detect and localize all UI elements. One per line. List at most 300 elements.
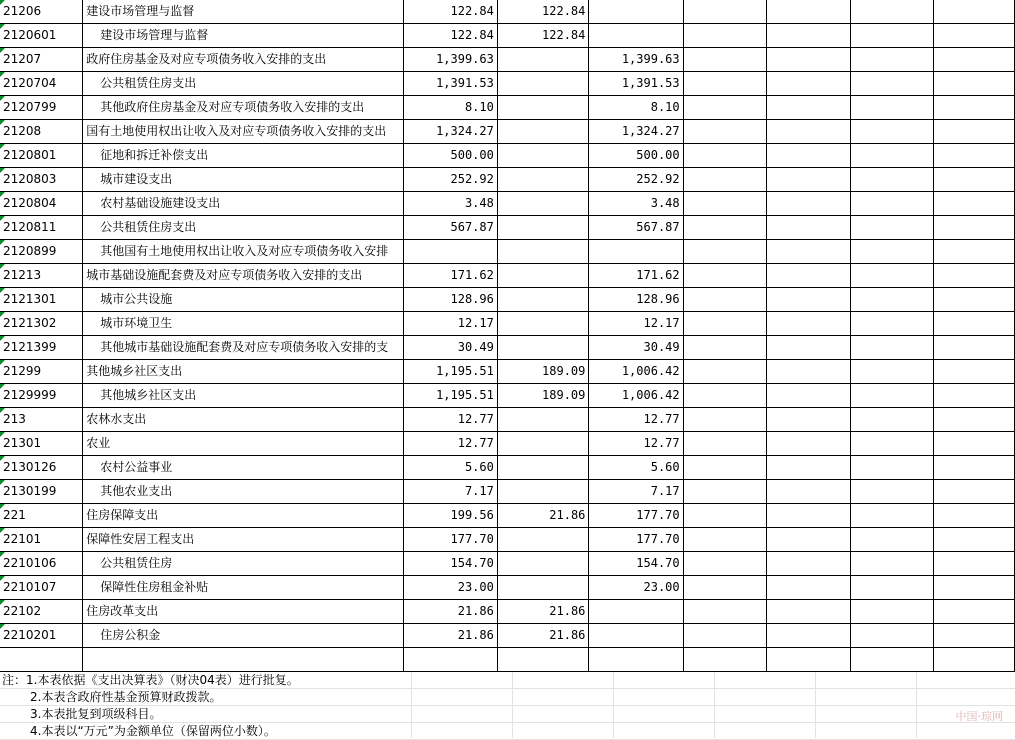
name-cell-text: 其他城市基础设施配套费及对应专项债务收入安排的支 [100,340,389,354]
empty-cell[interactable] [683,528,766,552]
total-cell[interactable]: 122.84 [403,0,497,24]
name-cell[interactable] [83,192,403,216]
name-cell[interactable] [83,48,403,72]
total-cell[interactable]: 1,195.51 [403,384,497,408]
project-expenditure-cell[interactable]: 1,006.42 [589,360,683,384]
empty-cell[interactable] [850,120,933,144]
name-cell[interactable] [83,432,403,456]
project-expenditure-cell[interactable]: 5.60 [589,456,683,480]
table-row [0,456,1015,480]
total-cell[interactable]: 567.87 [403,216,497,240]
basic-expenditure-cell[interactable] [497,48,589,72]
project-expenditure-cell[interactable]: 154.70 [589,552,683,576]
code-cell[interactable]: 2120601 [0,24,83,48]
project-expenditure-cell[interactable]: 12.77 [589,432,683,456]
total-cell[interactable]: 12.17 [403,312,497,336]
empty-cell[interactable] [933,528,1014,552]
watermark: 中国·琼网 [955,710,1003,723]
empty-cell[interactable] [767,312,850,336]
name-cell[interactable] [83,312,403,336]
empty-cell[interactable] [767,600,850,624]
total-cell[interactable]: 7.17 [403,480,497,504]
code-cell[interactable]: 2129999 [0,384,83,408]
empty-cell[interactable] [933,648,1014,672]
empty-cell[interactable] [933,432,1014,456]
empty-cell[interactable] [850,648,933,672]
total-cell[interactable]: 171.62 [403,264,497,288]
table-row [0,168,1015,192]
code-cell[interactable] [0,648,83,672]
name-cell-text: 其他农业支出 [100,484,173,498]
name-cell-text: 建设市场管理与监督 [86,4,195,18]
empty-cell[interactable] [683,576,766,600]
grid-line [714,672,715,738]
empty-cell[interactable] [850,240,933,264]
name-cell-text: 城市公共设施 [100,292,173,306]
basic-expenditure-cell[interactable] [497,576,589,600]
table-row [0,192,1015,216]
empty-cell[interactable] [933,264,1014,288]
empty-cell[interactable] [683,288,766,312]
basic-expenditure-cell[interactable] [497,144,589,168]
empty-cell[interactable] [850,72,933,96]
empty-cell[interactable] [683,216,766,240]
empty-cell[interactable] [933,576,1014,600]
name-cell[interactable] [83,504,403,528]
name-cell-text: 农林水支出 [86,412,147,426]
empty-cell[interactable] [767,48,850,72]
total-cell[interactable]: 21.86 [403,624,497,648]
code-cell[interactable]: 2120801 [0,144,83,168]
empty-cell[interactable] [933,0,1014,24]
project-expenditure-cell[interactable] [589,0,683,24]
total-cell[interactable]: 154.70 [403,552,497,576]
code-cell[interactable]: 21207 [0,48,83,72]
total-cell[interactable]: 1,324.27 [403,120,497,144]
empty-cell[interactable] [683,240,766,264]
empty-cell[interactable] [933,240,1014,264]
total-cell[interactable]: 1,391.53 [403,72,497,96]
project-expenditure-cell[interactable]: 7.17 [589,480,683,504]
name-cell[interactable] [83,456,403,480]
empty-cell[interactable] [850,504,933,528]
table-row [0,72,1015,96]
project-expenditure-cell[interactable] [589,600,683,624]
empty-cell[interactable] [850,288,933,312]
note-line-1: 注：1.本表依据《支出决算表》（财决04表）进行批复。 [0,672,1015,689]
empty-cell[interactable] [767,288,850,312]
empty-cell[interactable] [850,480,933,504]
basic-expenditure-cell[interactable] [497,456,589,480]
total-cell[interactable]: 8.10 [403,96,497,120]
empty-cell[interactable] [933,408,1014,432]
empty-cell[interactable] [767,144,850,168]
empty-cell[interactable] [683,552,766,576]
note-line-2: 2.本表含政府性基金预算财政拨款。 [0,689,1015,706]
basic-expenditure-cell[interactable]: 189.09 [497,384,589,408]
empty-cell[interactable] [767,24,850,48]
project-expenditure-cell[interactable]: 1,391.53 [589,72,683,96]
empty-cell[interactable] [933,168,1014,192]
empty-cell[interactable] [850,216,933,240]
empty-cell[interactable] [850,360,933,384]
empty-cell[interactable] [767,504,850,528]
empty-cell[interactable] [767,432,850,456]
code-cell[interactable]: 2121301 [0,288,83,312]
code-cell[interactable]: 2120899 [0,240,83,264]
name-cell-text: 农村公益事业 [100,460,173,474]
empty-cell[interactable] [683,336,766,360]
empty-cell[interactable] [767,384,850,408]
name-cell[interactable] [83,552,403,576]
basic-expenditure-cell[interactable] [497,240,589,264]
name-cell[interactable] [83,24,403,48]
name-cell[interactable] [83,216,403,240]
project-expenditure-cell[interactable]: 177.70 [589,504,683,528]
code-cell[interactable]: 2120804 [0,192,83,216]
empty-cell[interactable] [850,600,933,624]
name-cell-text: 公共租赁住房支出 [100,220,197,234]
total-cell[interactable]: 12.77 [403,432,497,456]
name-cell[interactable] [83,0,403,24]
empty-cell[interactable] [850,432,933,456]
empty-cell[interactable] [850,264,933,288]
project-expenditure-cell[interactable]: 567.87 [589,216,683,240]
project-expenditure-cell[interactable]: 128.96 [589,288,683,312]
name-cell-text: 住房保障支出 [86,508,159,522]
empty-cell[interactable] [683,48,766,72]
name-cell[interactable] [83,144,403,168]
empty-cell[interactable] [933,72,1014,96]
empty-cell[interactable] [767,120,850,144]
basic-expenditure-cell[interactable]: 21.86 [497,504,589,528]
code-cell[interactable]: 21301 [0,432,83,456]
empty-cell[interactable] [850,408,933,432]
total-cell[interactable]: 128.96 [403,288,497,312]
empty-cell[interactable] [933,120,1014,144]
name-cell[interactable] [83,384,403,408]
total-cell[interactable] [403,648,497,672]
empty-cell[interactable] [767,336,850,360]
project-expenditure-cell[interactable] [589,24,683,48]
empty-cell[interactable] [933,504,1014,528]
empty-cell[interactable] [933,456,1014,480]
empty-cell[interactable] [933,360,1014,384]
project-expenditure-cell[interactable]: 1,399.63 [589,48,683,72]
name-cell-text: 农村基础设施建设支出 [100,196,221,210]
table-row [0,576,1015,600]
name-cell-text: 建设市场管理与监督 [100,28,209,42]
basic-expenditure-cell[interactable]: 189.09 [497,360,589,384]
code-cell[interactable]: 2210201 [0,624,83,648]
empty-cell[interactable] [933,144,1014,168]
code-cell[interactable]: 2130126 [0,456,83,480]
empty-cell[interactable] [767,168,850,192]
code-cell[interactable]: 2210107 [0,576,83,600]
empty-cell[interactable] [850,192,933,216]
name-cell-text: 其他城乡社区支出 [100,388,197,402]
code-cell[interactable]: 2130199 [0,480,83,504]
project-expenditure-cell[interactable]: 177.70 [589,528,683,552]
name-cell[interactable] [83,264,403,288]
name-cell[interactable] [83,288,403,312]
code-cell[interactable]: 2121399 [0,336,83,360]
table-row [0,360,1015,384]
empty-cell[interactable] [767,456,850,480]
code-cell[interactable]: 22101 [0,528,83,552]
empty-cell[interactable] [767,96,850,120]
name-cell[interactable] [83,96,403,120]
total-cell[interactable]: 199.56 [403,504,497,528]
code-cell[interactable]: 21206 [0,0,83,24]
empty-cell[interactable] [767,72,850,96]
empty-cell[interactable] [850,528,933,552]
empty-cell[interactable] [933,552,1014,576]
total-cell[interactable] [403,240,497,264]
empty-cell[interactable] [767,192,850,216]
basic-expenditure-cell[interactable] [497,216,589,240]
basic-expenditure-cell[interactable] [497,432,589,456]
empty-cell[interactable] [933,624,1014,648]
empty-cell[interactable] [683,192,766,216]
empty-cell[interactable] [683,432,766,456]
basic-expenditure-cell[interactable] [497,408,589,432]
empty-cell[interactable] [683,408,766,432]
empty-cell[interactable] [850,48,933,72]
total-cell[interactable]: 122.84 [403,24,497,48]
empty-cell[interactable] [850,624,933,648]
empty-cell[interactable] [683,96,766,120]
empty-cell[interactable] [683,120,766,144]
project-expenditure-cell[interactable]: 171.62 [589,264,683,288]
code-cell[interactable]: 2120704 [0,72,83,96]
empty-cell[interactable] [850,0,933,24]
table-row [0,624,1015,648]
basic-expenditure-cell[interactable] [497,528,589,552]
grid-line [411,672,412,738]
basic-expenditure-cell[interactable] [497,168,589,192]
empty-cell[interactable] [933,288,1014,312]
empty-cell[interactable] [683,624,766,648]
project-expenditure-cell[interactable]: 252.92 [589,168,683,192]
code-cell[interactable]: 21299 [0,360,83,384]
empty-cell[interactable] [933,480,1014,504]
table-row [0,264,1015,288]
table-row [0,24,1015,48]
table-row [0,504,1015,528]
empty-cell[interactable] [933,600,1014,624]
code-cell[interactable]: 2120811 [0,216,83,240]
empty-cell[interactable] [933,48,1014,72]
name-cell[interactable] [83,168,403,192]
basic-expenditure-cell[interactable] [497,336,589,360]
project-expenditure-cell[interactable] [589,240,683,264]
empty-cell[interactable] [933,216,1014,240]
code-cell[interactable]: 22102 [0,600,83,624]
code-cell[interactable]: 221 [0,504,83,528]
empty-cell[interactable] [767,360,850,384]
name-cell[interactable] [83,624,403,648]
empty-cell[interactable] [683,600,766,624]
name-cell[interactable] [83,600,403,624]
grid-line [916,672,917,738]
table-row [0,216,1015,240]
basic-expenditure-cell[interactable] [497,312,589,336]
empty-cell[interactable] [683,0,766,24]
empty-cell[interactable] [683,24,766,48]
empty-cell[interactable] [850,552,933,576]
project-expenditure-cell[interactable]: 1,324.27 [589,120,683,144]
project-expenditure-cell[interactable]: 12.77 [589,408,683,432]
name-cell-text: 保障性住房租金补贴 [100,580,209,594]
name-cell-text: 公共租赁住房 [100,556,173,570]
table-row [0,384,1015,408]
empty-cell[interactable] [850,456,933,480]
empty-cell[interactable] [933,336,1014,360]
code-cell[interactable]: 2120799 [0,96,83,120]
table-row [0,0,1015,24]
project-expenditure-cell[interactable] [589,648,683,672]
table-row [0,480,1015,504]
basic-expenditure-cell[interactable] [497,192,589,216]
empty-cell[interactable] [683,264,766,288]
empty-cell[interactable] [767,528,850,552]
empty-cell[interactable] [767,240,850,264]
empty-cell[interactable] [850,144,933,168]
table-row [0,120,1015,144]
empty-cell[interactable] [683,504,766,528]
basic-expenditure-cell[interactable] [497,96,589,120]
total-cell[interactable]: 23.00 [403,576,497,600]
empty-cell[interactable] [850,24,933,48]
empty-cell[interactable] [850,168,933,192]
code-cell[interactable]: 2121302 [0,312,83,336]
basic-expenditure-cell[interactable] [497,648,589,672]
name-cell-text: 国有土地使用权出让收入及对应专项债务收入安排的支出 [86,124,387,138]
name-cell[interactable] [83,360,403,384]
empty-cell[interactable] [683,648,766,672]
total-cell[interactable]: 12.77 [403,408,497,432]
table-row [0,336,1015,360]
total-cell[interactable]: 30.49 [403,336,497,360]
empty-cell[interactable] [683,168,766,192]
empty-cell[interactable] [683,360,766,384]
empty-cell[interactable] [767,480,850,504]
empty-cell[interactable] [933,384,1014,408]
empty-cell[interactable] [933,192,1014,216]
name-cell[interactable] [83,240,403,264]
name-cell[interactable] [83,576,403,600]
code-cell[interactable]: 21208 [0,120,83,144]
empty-cell[interactable] [850,96,933,120]
note-line-3: 3.本表批复到项级科目。 [0,706,1015,723]
basic-expenditure-cell[interactable]: 21.86 [497,624,589,648]
empty-cell[interactable] [850,384,933,408]
total-cell[interactable]: 177.70 [403,528,497,552]
empty-cell[interactable] [767,552,850,576]
name-cell-text: 住房公积金 [100,628,161,642]
name-cell[interactable] [83,480,403,504]
notes-section [0,672,1015,740]
project-expenditure-cell[interactable]: 8.10 [589,96,683,120]
table-row [0,432,1015,456]
name-cell[interactable] [83,528,403,552]
total-cell[interactable]: 5.60 [403,456,497,480]
basic-expenditure-cell[interactable] [497,120,589,144]
empty-cell[interactable] [850,312,933,336]
name-cell[interactable] [83,72,403,96]
empty-cell[interactable] [933,312,1014,336]
project-expenditure-cell[interactable]: 30.49 [589,336,683,360]
basic-expenditure-cell[interactable] [497,480,589,504]
basic-expenditure-cell[interactable] [497,288,589,312]
empty-cell[interactable] [767,216,850,240]
name-cell-text: 保障性安居工程支出 [86,532,195,546]
project-expenditure-cell[interactable] [589,624,683,648]
name-cell[interactable] [83,336,403,360]
basic-expenditure-cell[interactable] [497,72,589,96]
code-cell[interactable]: 21213 [0,264,83,288]
empty-cell[interactable] [683,144,766,168]
total-cell[interactable]: 21.86 [403,600,497,624]
empty-cell[interactable] [767,576,850,600]
empty-cell[interactable] [683,72,766,96]
basic-expenditure-cell[interactable]: 122.84 [497,24,589,48]
project-expenditure-cell[interactable]: 1,006.42 [589,384,683,408]
total-cell[interactable]: 3.48 [403,192,497,216]
project-expenditure-cell[interactable]: 12.17 [589,312,683,336]
name-cell-text: 其他国有土地使用权出让收入及对应专项债务收入安排 [100,244,389,258]
code-cell[interactable]: 2210106 [0,552,83,576]
total-cell[interactable]: 1,399.63 [403,48,497,72]
empty-cell[interactable] [683,312,766,336]
table-row [0,408,1015,432]
name-cell[interactable] [83,408,403,432]
code-cell[interactable]: 2120803 [0,168,83,192]
name-cell[interactable] [83,120,403,144]
basic-expenditure-cell[interactable]: 122.84 [497,0,589,24]
empty-cell[interactable] [767,0,850,24]
grid-line [512,672,513,738]
empty-cell[interactable] [933,96,1014,120]
total-cell[interactable]: 252.92 [403,168,497,192]
name-cell[interactable] [83,648,403,672]
code-cell[interactable]: 213 [0,408,83,432]
total-cell[interactable]: 500.00 [403,144,497,168]
empty-cell[interactable] [683,480,766,504]
empty-cell[interactable] [767,624,850,648]
empty-cell[interactable] [933,24,1014,48]
grid-line [613,672,614,738]
empty-cell[interactable] [767,648,850,672]
basic-expenditure-cell[interactable] [497,264,589,288]
empty-cell[interactable] [850,336,933,360]
empty-cell[interactable] [850,576,933,600]
name-cell-text: 公共租赁住房支出 [100,76,197,90]
project-expenditure-cell[interactable]: 3.48 [589,192,683,216]
empty-cell[interactable] [683,384,766,408]
name-cell-text: 城市环境卫生 [100,316,173,330]
empty-cell[interactable] [767,264,850,288]
basic-expenditure-cell[interactable] [497,552,589,576]
basic-expenditure-cell[interactable]: 21.86 [497,600,589,624]
total-cell[interactable]: 1,195.51 [403,360,497,384]
project-expenditure-cell[interactable]: 500.00 [589,144,683,168]
empty-cell[interactable] [767,408,850,432]
project-expenditure-cell[interactable]: 23.00 [589,576,683,600]
empty-cell[interactable] [683,456,766,480]
table-row [0,240,1015,264]
